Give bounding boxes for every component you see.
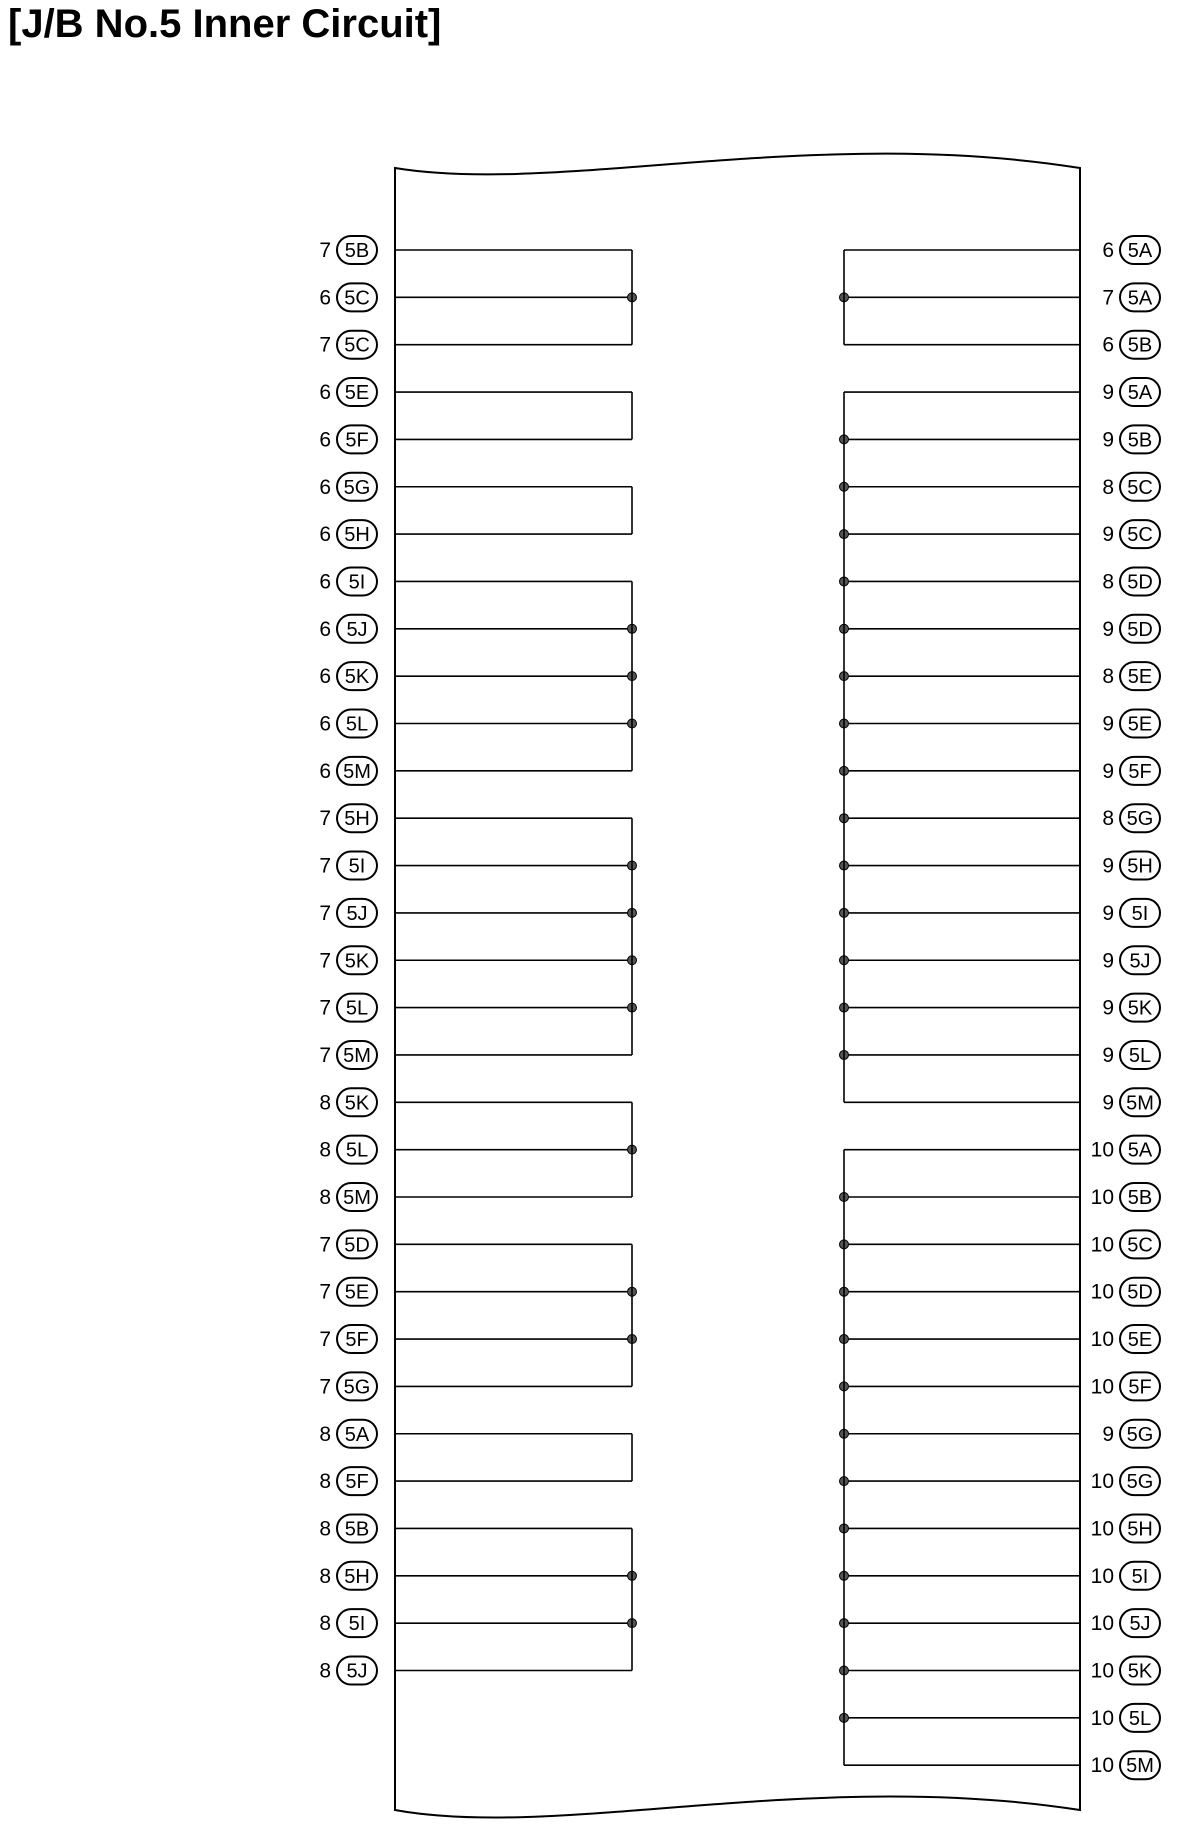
connector-label: 5F [1128, 1376, 1152, 1399]
right-pin-12 [1102, 757, 1160, 785]
connector-label: 5L [1128, 1044, 1152, 1067]
connector-label: 5E [1127, 1329, 1153, 1352]
right-pin-20 [1091, 1136, 1160, 1164]
connector-label: 5C [344, 334, 370, 357]
pin-number: 6 [319, 475, 331, 499]
left-circuit-5 [395, 818, 637, 1055]
pin-number: 10 [1090, 1564, 1114, 1588]
connector-label: 5J [346, 1660, 368, 1683]
pin-number: 7 [319, 1328, 331, 1352]
diagram-title: [J/B No.5 Inner Circuit] [8, 2, 442, 46]
left-pin-6 [319, 473, 377, 501]
connector-label: 5A [1127, 240, 1153, 262]
connector-label: 5D [344, 1234, 370, 1257]
pin-number: 8 [319, 1470, 331, 1494]
pin-number: 9 [1102, 617, 1114, 641]
pin-number: 8 [319, 1564, 331, 1588]
left-pin-15 [319, 899, 377, 927]
connector-label: 5M [1126, 1755, 1154, 1778]
left-circuit-8 [395, 1434, 632, 1481]
pin-number: 6 [1102, 239, 1114, 262]
connector-label: 5E [344, 382, 370, 405]
left-pin-1 [319, 236, 377, 264]
pin-number: 8 [319, 1422, 331, 1446]
pin-number: 6 [319, 712, 331, 736]
right-pins [1091, 236, 1160, 1779]
connector-label: 5A [344, 1423, 370, 1446]
left-pin-8 [319, 567, 377, 595]
connector-label: 5L [345, 1139, 369, 1162]
connector-label: 5I [1131, 902, 1149, 925]
pin-number: 9 [1102, 428, 1114, 452]
connector-label: 5D [1127, 571, 1153, 594]
pin-number: 7 [319, 807, 331, 831]
left-pin-14 [319, 852, 377, 880]
left-pin-22 [319, 1230, 377, 1258]
connector-label: 5J [1129, 950, 1151, 973]
pin-number: 6 [319, 381, 331, 405]
right-pin-32 [1091, 1704, 1160, 1732]
connector-label: 5A [1127, 382, 1153, 405]
pin-number: 7 [319, 333, 331, 357]
pin-number: 6 [319, 523, 331, 547]
connector-label: 5G [343, 476, 371, 499]
right-pin-17 [1102, 994, 1160, 1022]
connector-label: 5M [1126, 1092, 1154, 1115]
pin-number: 6 [319, 617, 331, 641]
right-pin-22 [1091, 1230, 1160, 1258]
left-pin-11 [319, 710, 377, 738]
right-pin-21 [1091, 1183, 1160, 1211]
left-pin-9 [319, 615, 377, 643]
pin-number: 9 [1102, 901, 1114, 925]
pin-number: 6 [1102, 333, 1114, 357]
right-pin-18 [1102, 1041, 1160, 1069]
connector-label: 5A [1127, 287, 1153, 310]
left-pin-2 [319, 283, 377, 311]
connector-label: 5I [348, 1613, 366, 1636]
right-pin-16 [1102, 946, 1160, 974]
connector-label: 5F [1128, 760, 1152, 783]
left-pin-4 [319, 378, 377, 406]
connector-label: 5G [1126, 808, 1154, 831]
right-pin-15 [1102, 899, 1160, 927]
pin-number: 9 [1102, 759, 1114, 783]
left-pin-13 [319, 804, 377, 832]
left-pin-3 [319, 331, 377, 359]
connector-label: 5A [1127, 1139, 1153, 1162]
left-circuit-6 [395, 1102, 637, 1197]
right-pin-6 [1102, 473, 1160, 501]
connector-label: 5E [1127, 713, 1153, 736]
connector-label: 5B [344, 1518, 370, 1541]
left-pin-18 [319, 1041, 377, 1069]
connector-label: 5C [344, 287, 370, 310]
connector-label: 5K [344, 950, 370, 973]
left-circuit-7 [395, 1244, 637, 1386]
connector-label: 5B [1127, 1187, 1153, 1209]
left-circuit-3 [395, 487, 632, 534]
pin-number: 8 [1102, 665, 1114, 689]
pin-number: 6 [319, 428, 331, 452]
left-circuit-9 [395, 1528, 637, 1670]
connector-label: 5H [344, 808, 370, 831]
left-pin-28 [319, 1514, 377, 1542]
left-pin-24 [319, 1325, 377, 1353]
connector-label: 5I [348, 855, 366, 878]
pin-number: 7 [1102, 286, 1114, 310]
pin-number: 10 [1090, 1659, 1114, 1683]
connector-label: 5F [345, 1471, 369, 1494]
connector-label: 5J [346, 902, 368, 925]
right-circuit-3 [840, 1150, 1081, 1766]
connector-label: 5H [344, 524, 370, 547]
left-pin-23 [319, 1278, 377, 1306]
pin-number: 8 [319, 1138, 331, 1162]
connector-label: 5G [1126, 1471, 1154, 1494]
pin-number: 9 [1102, 1043, 1114, 1067]
pin-number: 7 [319, 1375, 331, 1399]
right-circuit-2 [840, 392, 1081, 1102]
left-circuit-2 [395, 392, 632, 439]
pin-number: 6 [319, 570, 331, 594]
connector-label: 5L [345, 997, 369, 1020]
right-pin-19 [1102, 1088, 1160, 1116]
connector-label: 5K [344, 666, 370, 689]
connector-label: 5B [1127, 334, 1153, 357]
pin-number: 9 [1102, 1422, 1114, 1446]
right-pin-28 [1091, 1514, 1160, 1542]
left-pins [319, 236, 377, 1685]
connector-label: 5G [343, 1376, 371, 1399]
connector-label: 5H [1127, 1518, 1153, 1541]
pin-number: 7 [319, 996, 331, 1020]
connector-label: 5K [1127, 1660, 1153, 1683]
connector-label: 5C [1127, 524, 1153, 547]
pin-number: 9 [1102, 381, 1114, 405]
right-pin-4 [1102, 378, 1160, 406]
pin-number: 9 [1102, 854, 1114, 878]
connector-label: 5F [345, 429, 369, 452]
pin-number: 8 [319, 1091, 331, 1115]
right-pin-27 [1091, 1467, 1160, 1495]
connector-label: 5D [1127, 1281, 1153, 1304]
pin-number: 9 [1102, 523, 1114, 547]
right-pin-3 [1102, 331, 1160, 359]
right-pin-1 [1102, 236, 1160, 264]
pin-number: 7 [319, 854, 331, 878]
pin-number: 10 [1090, 1328, 1114, 1352]
connector-label: 5L [1128, 1707, 1152, 1730]
connector-label: 5C [1127, 476, 1153, 499]
connector-label: 5E [1127, 666, 1153, 689]
connector-label: 5M [343, 1187, 371, 1209]
left-pin-17 [319, 994, 377, 1022]
left-pin-29 [319, 1562, 377, 1590]
pin-number: 10 [1090, 1706, 1114, 1730]
left-pin-20 [319, 1136, 377, 1164]
left-pin-12 [319, 757, 377, 785]
pin-number: 8 [1102, 475, 1114, 499]
left-circuits [395, 250, 637, 1671]
pin-number: 10 [1090, 1138, 1114, 1162]
left-pin-19 [319, 1088, 377, 1116]
connector-label: 5K [1127, 997, 1153, 1020]
pin-number: 8 [1102, 807, 1114, 831]
pin-number: 8 [319, 1659, 331, 1683]
connector-label: 5H [344, 1565, 370, 1588]
connector-label: 5M [343, 760, 371, 783]
pin-number: 6 [319, 759, 331, 783]
right-pin-7 [1102, 520, 1160, 548]
connector-label: 5J [346, 618, 368, 641]
right-pin-29 [1091, 1562, 1160, 1590]
connector-label: 5G [1126, 1423, 1154, 1446]
left-circuit-1 [395, 250, 637, 345]
connector-label: 5C [1127, 1234, 1153, 1257]
right-pin-11 [1102, 710, 1160, 738]
connector-label: 5I [1131, 1565, 1149, 1588]
connector-label: 5K [344, 1092, 370, 1115]
right-pin-23 [1091, 1278, 1160, 1306]
right-pin-9 [1102, 615, 1160, 643]
pin-number: 10 [1090, 1470, 1114, 1494]
pin-number: 7 [319, 949, 331, 973]
right-pin-24 [1091, 1325, 1160, 1353]
right-pin-25 [1091, 1372, 1160, 1400]
pin-number: 7 [319, 901, 331, 925]
left-pin-5 [319, 425, 377, 453]
pin-number: 6 [319, 286, 331, 310]
pin-number: 8 [319, 1517, 331, 1541]
pin-number: 9 [1102, 949, 1114, 973]
right-pin-5 [1102, 425, 1160, 453]
pin-number: 9 [1102, 712, 1114, 736]
right-pin-30 [1091, 1609, 1160, 1637]
right-pin-14 [1102, 852, 1160, 880]
left-pin-31 [319, 1657, 377, 1685]
connector-label: 5M [343, 1044, 371, 1067]
pin-number: 9 [1102, 1091, 1114, 1115]
left-pin-30 [319, 1609, 377, 1637]
connector-label: 5L [345, 713, 369, 736]
connector-label: 5I [348, 571, 366, 594]
connector-label: 5J [1129, 1613, 1151, 1636]
left-pin-26 [319, 1420, 377, 1448]
junction-block-outline [395, 154, 1080, 1818]
pin-number: 10 [1090, 1754, 1114, 1778]
left-pin-27 [319, 1467, 377, 1495]
pin-number: 8 [319, 1612, 331, 1636]
connector-label: 5B [1127, 429, 1153, 452]
connector-label: 5E [344, 1281, 370, 1304]
left-pin-25 [319, 1372, 377, 1400]
left-pin-10 [319, 662, 377, 690]
right-pin-13 [1102, 804, 1160, 832]
pin-number: 10 [1090, 1186, 1114, 1209]
pin-number: 8 [319, 1186, 331, 1209]
pin-number: 9 [1102, 996, 1114, 1020]
right-pin-26 [1102, 1420, 1160, 1448]
right-pin-31 [1091, 1657, 1160, 1685]
right-pin-2 [1102, 283, 1160, 311]
left-pin-7 [319, 520, 377, 548]
pin-number: 10 [1090, 1233, 1114, 1257]
pin-number: 10 [1090, 1280, 1114, 1304]
pin-number: 10 [1090, 1375, 1114, 1399]
right-circuits [840, 250, 1081, 1765]
pin-number: 7 [319, 1280, 331, 1304]
right-pin-8 [1102, 567, 1160, 595]
right-pin-10 [1102, 662, 1160, 690]
pin-number: 10 [1090, 1517, 1114, 1541]
left-circuit-4 [395, 581, 637, 770]
connector-label: 5B [344, 240, 370, 262]
connector-label: 5F [345, 1329, 369, 1352]
connector-label: 5D [1127, 618, 1153, 641]
right-circuit-1 [840, 250, 1081, 345]
pin-number: 7 [319, 239, 331, 262]
pin-number: 6 [319, 665, 331, 689]
pin-number: 10 [1090, 1612, 1114, 1636]
pin-number: 8 [1102, 570, 1114, 594]
left-pin-16 [319, 946, 377, 974]
right-pin-33 [1091, 1751, 1160, 1779]
connector-label: 5H [1127, 855, 1153, 878]
pin-number: 7 [319, 1043, 331, 1067]
left-pin-21 [319, 1183, 377, 1211]
pin-number: 7 [319, 1233, 331, 1257]
